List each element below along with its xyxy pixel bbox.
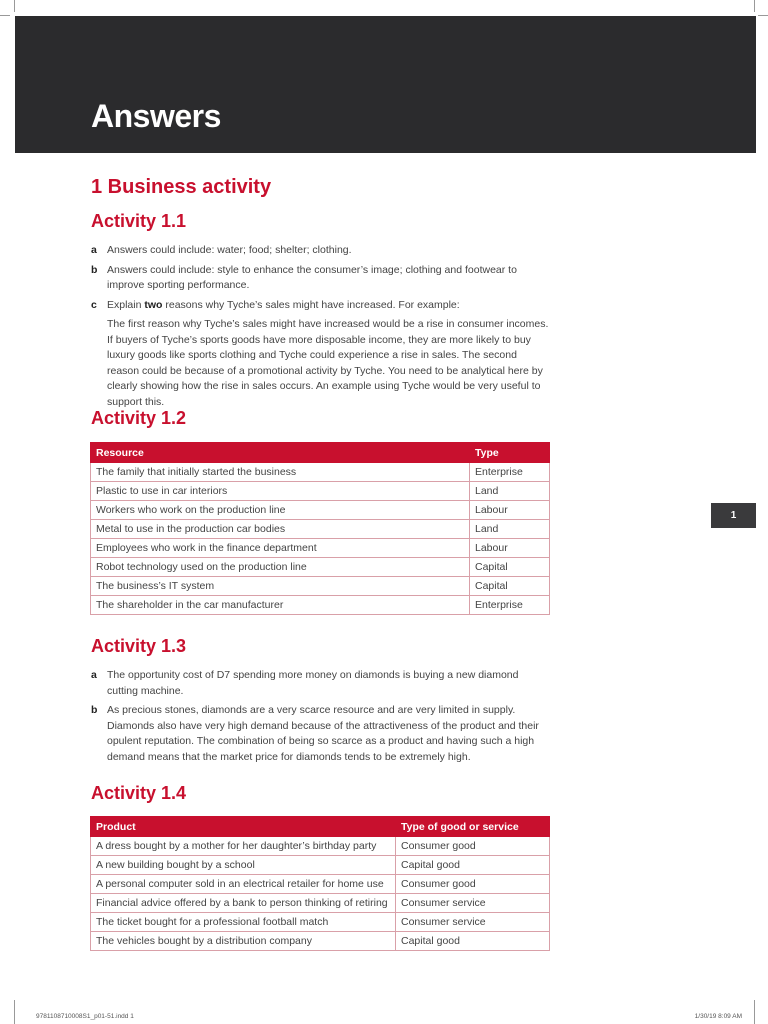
- table-cell-resource: Plastic to use in car interiors: [91, 482, 470, 501]
- table-cell-type: Labour: [470, 539, 550, 558]
- table-row: [91, 520, 550, 539]
- table-cell-type: Consumer service: [396, 894, 550, 913]
- table-cell-resource: Workers who work on the production line: [91, 501, 470, 520]
- table-cell-type: Land: [470, 520, 550, 539]
- table-row: [91, 558, 550, 577]
- table-row: [91, 856, 550, 875]
- table-cell-type: Capital good: [396, 856, 550, 875]
- crop-mark: [0, 15, 10, 16]
- column-header-resource: Resource: [91, 443, 470, 463]
- crop-mark: [14, 1000, 15, 1024]
- answer-a: a The opportunity cost of D7 spending more money on diamonds is buying a new diamond cutting machine.: [91, 669, 519, 697]
- table-cell-type: Land: [470, 482, 550, 501]
- table-row: [91, 875, 550, 894]
- table-cell-resource: The business’s IT system: [91, 577, 470, 596]
- table-row: [91, 837, 550, 856]
- activity-1-4-title: Activity 1.4: [91, 783, 187, 803]
- table-row: [91, 932, 550, 951]
- table-row: [91, 463, 550, 482]
- crop-mark: [754, 0, 755, 12]
- table-row: [91, 501, 550, 520]
- table-cell-type: Capital: [470, 558, 550, 577]
- table-cell-product: Financial advice offered by a bank to person thinking of retiring: [91, 894, 396, 913]
- chapter-tab: 1: [711, 503, 756, 528]
- crop-mark: [758, 15, 768, 16]
- table-cell-type: Capital: [470, 577, 550, 596]
- table-row: [91, 596, 550, 615]
- column-header-type: Type: [470, 443, 550, 463]
- answer-c-paragraph: The first reason why Tyche’s sales might have increased would be a rise in consumer incomes. If buyers of Tyche’s sports goods have more disposable income, they are more likely to buy luxury goods like sports clothing and Tyche could experience a rise in sales. The second reason could be because of a promotional activity by Tyche. You need to be analytical here by clearly showing how the rise in sales occurs. An example using Tyche would be very useful to support this.: [107, 318, 549, 408]
- resource-table-body: [91, 463, 550, 615]
- activity-1-3-answers: [91, 668, 551, 769]
- table-header-row: [91, 443, 550, 463]
- table-row: [91, 913, 550, 932]
- page-title: Answers: [91, 98, 221, 134]
- table-cell-type: Consumer service: [396, 913, 550, 932]
- table-cell-type: Labour: [470, 501, 550, 520]
- column-header-product: Product: [91, 817, 396, 837]
- answer-b: b Answers could include: style to enhance the consumer’s image; clothing and footwear to improve sporting performance.: [91, 263, 517, 291]
- crop-mark: [14, 0, 15, 12]
- table-cell-type: Consumer good: [396, 837, 550, 856]
- table-header-row: [91, 817, 550, 837]
- activity-1-1-title: Activity 1.1: [91, 211, 187, 231]
- table-cell-type: Enterprise: [470, 463, 550, 482]
- table-row: [91, 482, 550, 501]
- answer-c: c Explain two reasons why Tyche’s sales might have increased. For example:: [91, 298, 460, 311]
- table-cell-type: Consumer good: [396, 875, 550, 894]
- table-cell-resource: The family that initially started the business: [91, 463, 470, 482]
- page-header: [15, 16, 756, 153]
- answer-b: b As precious stones, diamonds are a very scarce resource and are very limited in supply. Diamonds also have very high demand because of the attractiveness of the product and their opulent reputation. The combination of being so scarce as a product and having such a high demand means that the market price for diamonds tends to be extremely high.: [91, 704, 539, 763]
- activity-1-3-title: Activity 1.3: [91, 636, 187, 656]
- table-cell-product: A new building bought by a school: [91, 856, 396, 875]
- product-table: [90, 816, 550, 951]
- table-cell-type: Enterprise: [470, 596, 550, 615]
- table-cell-product: A personal computer sold in an electrical retailer for home use: [91, 875, 396, 894]
- table-row: [91, 539, 550, 558]
- chapter-title: 1 Business activity: [91, 176, 272, 198]
- print-slug-file: 9781108710008S1_p01-51.indd 1: [36, 1013, 134, 1020]
- resource-table: [90, 442, 550, 615]
- crop-mark: [754, 1000, 755, 1024]
- table-row: [91, 577, 550, 596]
- table-cell-resource: Robot technology used on the production line: [91, 558, 470, 577]
- product-table-body: [91, 837, 550, 951]
- table-row: [91, 894, 550, 913]
- activity-1-1-answers: [91, 243, 551, 410]
- table-cell-resource: Metal to use in the production car bodies: [91, 520, 470, 539]
- table-cell-product: The ticket bought for a professional football match: [91, 913, 396, 932]
- table-cell-product: A dress bought by a mother for her daughter’s birthday party: [91, 837, 396, 856]
- table-cell-type: Capital good: [396, 932, 550, 951]
- print-slug-date: 1/30/19 8:09 AM: [694, 1013, 742, 1020]
- answer-a: a Answers could include: water; food; shelter; clothing.: [91, 244, 352, 256]
- table-cell-product: The vehicles bought by a distribution company: [91, 932, 396, 951]
- column-header-type: Type of good or service: [396, 817, 550, 837]
- activity-1-2-title: Activity 1.2: [91, 408, 187, 428]
- table-cell-resource: The shareholder in the car manufacturer: [91, 596, 470, 615]
- table-cell-resource: Employees who work in the finance department: [91, 539, 470, 558]
